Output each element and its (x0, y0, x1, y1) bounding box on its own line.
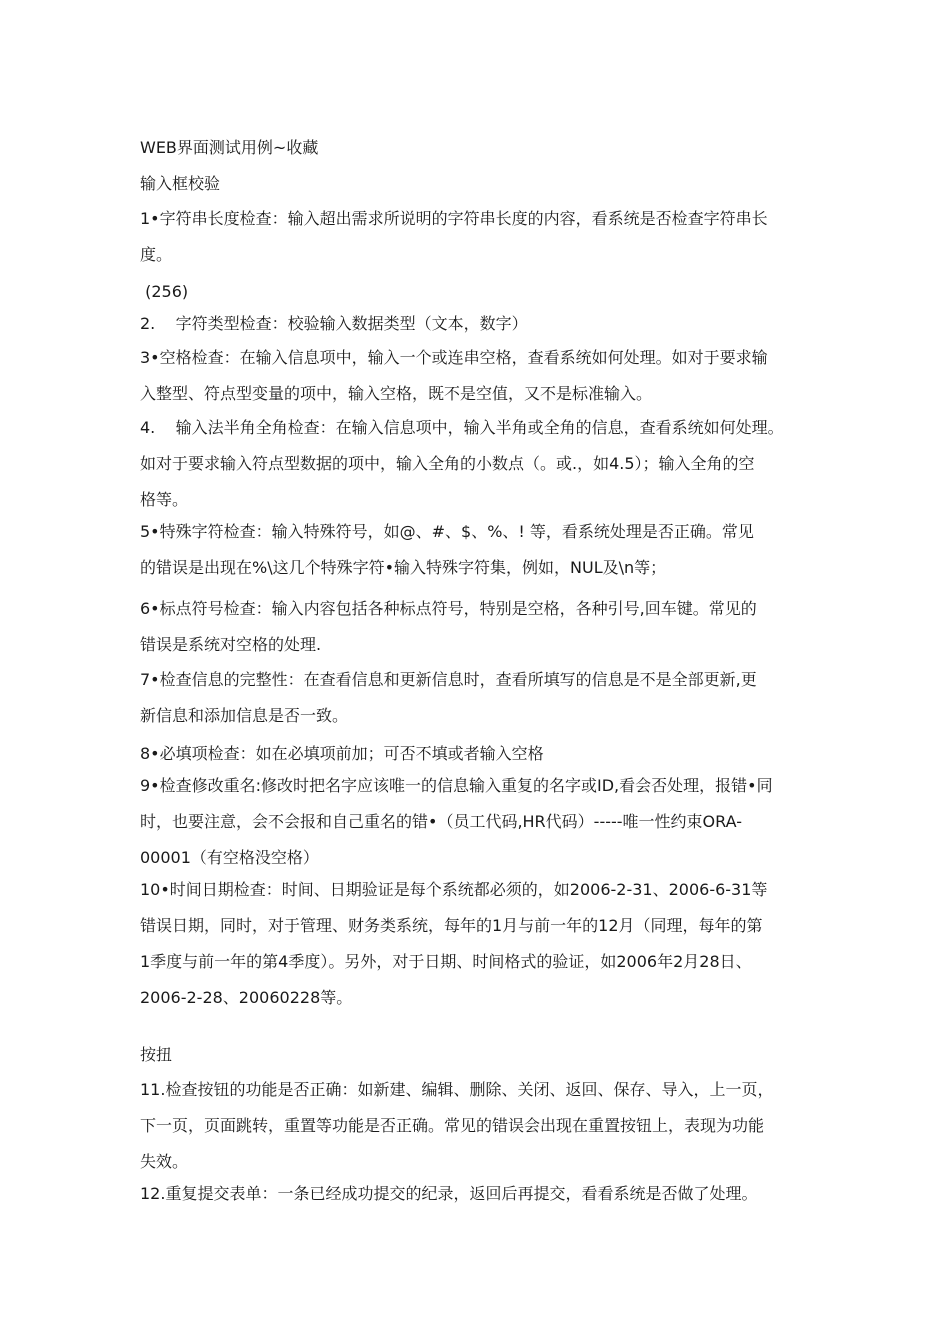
section-heading-input-validation (140, 166, 820, 202)
item-line: 新信息和添加信息是否一致。 (140, 706, 349, 725)
item-line: 的错误是出现在%\这几个特殊字符•输入特殊字符集，例如，NUL及\n等； (140, 558, 667, 577)
item-line: 10•时间日期检查：时间、日期验证是每个系统都必须的，如2006-2-31、2006-6-31等 (140, 880, 768, 899)
title-line: WEB界面测试用例~收藏 (140, 138, 319, 157)
list-item-type-check (140, 306, 820, 342)
list-item-length-value (140, 274, 820, 310)
item-line: 5•特殊字符检查：输入特殊符号，如@、#、$、%、! 等，看系统处理是否正确。常见 (140, 522, 754, 541)
item-line: 下一页，页面跳转，重置等功能是否正确。常见的错误会出现在重置按钮上，表现为功能 (140, 1116, 765, 1135)
item-line: 如对于要求输入符点型数据的项中，输入全角的小数点（。或.，如4.5）；输入全角的空 (140, 454, 755, 473)
list-item-button-function-check (140, 1072, 820, 1180)
item-line: 1•字符串长度检查：输入超出需求所说明的字符串长度的内容，看系统是否检查字符串长 (140, 209, 768, 228)
list-item-duplicate-submit-check (140, 1176, 820, 1212)
item-line: 时，也要注意，会不会报和自己重名的错•（员工代码,HR代码）-----唯一性约束ORA- (140, 812, 742, 831)
item-line: 2. 字符类型检查：校验输入数据类型（文本，数字） (140, 314, 528, 333)
item-line: 错误日期，同时，对于管理、财务类系统，每年的1月与前一年的12月（同理，每年的第 (140, 916, 763, 935)
item-line: 2006-2-28、20060228等。 (140, 988, 353, 1007)
list-item-width-check (140, 410, 820, 518)
item-line: 7•检查信息的完整性：在查看信息和更新信息时，查看所填写的信息是不是全部更新,更 (140, 670, 757, 689)
item-line: 11.检查按钮的功能是否正确：如新建、编辑、删除、关闭、返回、保存、导入，上一页， (140, 1080, 774, 1099)
list-item-required-check (140, 736, 820, 772)
list-item-length-check (140, 201, 820, 273)
item-line: 4. 输入法半角全角检查：在输入信息项中，输入半角或全角的信息，查看系统如何处理。 (140, 418, 784, 437)
item-line: 失效。 (140, 1152, 189, 1171)
item-line: 入整型、符点型变量的项中，输入空格，既不是空值，又不是标准输入。 (140, 384, 653, 403)
item-line: (256) (140, 282, 189, 301)
heading-line: 输入框校验 (140, 174, 221, 193)
item-line: 8•必填项检查：如在必填项前加；可否不填或者输入空格 (140, 744, 544, 763)
section-heading-buttons (140, 1037, 820, 1073)
item-line: 度。 (140, 245, 173, 264)
list-item-special-char-check (140, 514, 820, 586)
item-line: 错误是系统对空格的处理. (140, 635, 322, 654)
item-line: 12.重复提交表单：一条已经成功提交的纪录，返回后再提交，看看系统是否做了处理。 (140, 1184, 758, 1203)
list-item-space-check (140, 340, 820, 412)
heading-line: 按扭 (140, 1045, 173, 1064)
list-item-duplicate-name-check (140, 768, 820, 876)
item-line: 00001（有空格没空格） (140, 848, 319, 867)
list-item-integrity-check (140, 662, 820, 734)
list-item-punctuation-check (140, 591, 820, 663)
item-line: 3•空格检查：在输入信息项中，输入一个或连串空格，查看系统如何处理。如对于要求输 (140, 348, 768, 367)
list-item-date-check (140, 872, 820, 1016)
item-line: 6•标点符号检查：输入内容包括各种标点符号，特别是空格，各种引号,回车键。常见的 (140, 599, 757, 618)
item-line: 格等。 (140, 490, 189, 509)
document-title (140, 130, 820, 166)
item-line: 1季度与前一年的第4季度）。另外，对于日期、时间格式的验证，如2006年2月28日、 (140, 952, 752, 971)
item-line: 9•检查修改重名:修改时把名字应该唯一的信息输入重复的名字或ID,看会否处理，报错•同 (140, 776, 773, 795)
